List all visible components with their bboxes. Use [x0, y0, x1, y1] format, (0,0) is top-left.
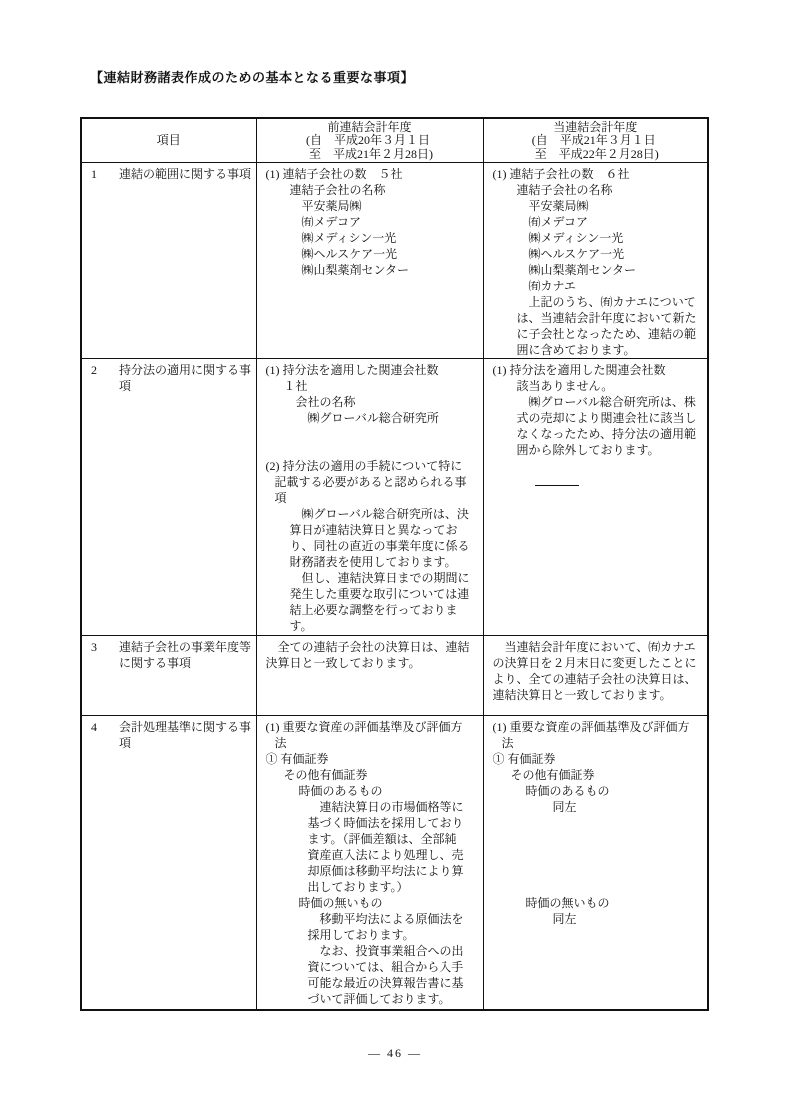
cell-line: り、同社の直近の事業年度に係る [289, 539, 470, 553]
curr-year-dates [532, 134, 659, 161]
cell-line: 出しております。） [307, 880, 409, 894]
item-row-layout [91, 166, 252, 182]
cell-line: ㈱グローバル総合研究所は、株 [528, 395, 696, 409]
cell-line: 全ての連結子会社の決算日は、連結 [277, 640, 470, 654]
cell-line: ます。（評価差額は、全部純 [307, 832, 457, 846]
table-body [81, 163, 708, 1011]
prev-year-dates [306, 134, 433, 161]
cell-line: 結上必要な調整を行っておりま [289, 603, 458, 617]
cell-line: 当連結会計年度において、㈲カナエ [504, 640, 696, 654]
cell-line: 発生した重要な取引については連 [289, 587, 470, 601]
cell-line: その他有価証券 [283, 768, 368, 782]
cell-line: 時価のあるもの [525, 784, 610, 798]
prev-year-cell [256, 716, 483, 1011]
financial-notes-table [80, 117, 709, 1011]
cell-line: 平安薬局㈱ [528, 199, 589, 213]
cell-line: ㈱ヘルスケア一光 [528, 247, 625, 261]
cell-line: ㈱ヘルスケア一光 [301, 247, 398, 261]
cell-line: 囲に含めております。 [516, 343, 636, 357]
table-row [81, 359, 708, 636]
cell-line: ㈱グローバル総合研究所は、決 [301, 507, 469, 521]
page-number: ― 46 ― [368, 1046, 422, 1060]
header-curr-year [483, 118, 708, 163]
cell-line: 可能な最近の決算報告書に基 [307, 976, 464, 990]
item-cell [81, 359, 256, 636]
cell-line: ① 有価証券 [492, 752, 556, 766]
cell-line: 移動平均法による原価法を [319, 912, 464, 926]
cell-line: (1) 連結子会社の数 ５社 [265, 167, 403, 181]
cell-line: 連結決算日の市場価格等に [319, 800, 464, 814]
row-item-label: 会計処理基準に関する事項 [119, 720, 252, 750]
prev-year-title: 前連結会計年度 [327, 120, 412, 134]
blank-line [493, 815, 702, 831]
blank-line [493, 879, 702, 895]
blank-line [493, 847, 702, 863]
table-row [81, 716, 708, 1011]
cell-line: は、当連結会計年度において新た [516, 311, 697, 325]
prev-year-cell [256, 359, 483, 636]
row-number: 2 [91, 363, 97, 377]
cell-line: 決算日と一致しております。 [265, 656, 421, 670]
curr-year-title: 当連結会計年度 [553, 120, 638, 134]
blank-line [493, 831, 702, 847]
cell-line: その他有価証券 [510, 768, 595, 782]
cell-line: 項 [274, 491, 287, 505]
cell-line: 時価のあるもの [298, 784, 383, 798]
none-rule [493, 474, 702, 490]
cell-line: づいて評価しております。 [307, 992, 451, 1006]
blank-line [266, 442, 477, 458]
item-cell [81, 163, 256, 359]
item-cell [81, 716, 256, 1011]
cell-line: 法 [274, 736, 287, 750]
curr-year-cell [483, 636, 708, 716]
item-row-layout [91, 719, 252, 751]
cell-line: 同左 [552, 912, 577, 926]
blank-line [493, 863, 702, 879]
cell-line: ㈲メデコア [528, 215, 589, 229]
cell-line: 法 [501, 736, 514, 750]
cell-line: ㈱グローバル総合研究所 [307, 411, 439, 425]
curr-year-from: (自 平成21年３月１日 [531, 133, 656, 147]
cell-line: 同左 [552, 800, 577, 814]
item-row-layout [91, 362, 252, 394]
table-row [81, 636, 708, 716]
cell-line: ㈱メディシン一光 [528, 231, 624, 245]
curr-year-cell [483, 163, 708, 359]
cell-line: １社 [283, 379, 308, 393]
cell-line: ㈱山梨薬剤センター [528, 263, 637, 277]
cell-line: 算日が連結決算日と異なってお [289, 523, 458, 537]
cell-line: ㈱メディシン一光 [301, 231, 397, 245]
cell-line: 上記のうち、㈲カナエについて [528, 295, 696, 309]
row-number: 4 [91, 720, 97, 734]
prev-year-cell [256, 636, 483, 716]
cell-line: (1) 重要な資産の評価基準及び評価方 [265, 720, 463, 734]
row-number: 3 [91, 640, 97, 654]
row-item-label: 持分法の適用に関する事項 [119, 363, 252, 393]
cell-line: なくなったため、持分法の適用範 [516, 427, 697, 441]
cell-line: 連結決算日と一致しております。 [492, 688, 672, 702]
cell-line: 会社の名称 [295, 395, 356, 409]
cell-line: (1) 持分法を適用した関連会社数 [492, 363, 666, 377]
cell-line: 但し、連結決算日までの期間に [301, 571, 470, 585]
cell-line: 囲から除外しております。 [516, 443, 660, 457]
cell-line: 資については、組合から入手 [307, 960, 464, 974]
curr-year-to: 至 平成22年２月28日) [531, 146, 659, 161]
cell-line: 資産直入法により処理し、売 [307, 848, 464, 862]
header-item-label: 項目 [156, 132, 181, 147]
cell-line: より、全ての連結子会社の決算日は、 [492, 672, 697, 686]
row-number: 1 [91, 167, 97, 181]
table-row [81, 163, 708, 359]
item-row-layout [91, 639, 252, 671]
cell-line: 基づく時価法を採用しており [307, 816, 464, 830]
cell-line: (1) 持分法を適用した関連会社数 [265, 363, 439, 377]
prev-year-cell [256, 163, 483, 359]
prev-year-from: (自 平成20年３月１日 [306, 133, 430, 147]
cell-line: ㈲メデコア [301, 215, 362, 229]
row-item-label: 連結の範囲に関する事項 [119, 167, 252, 181]
blank-line [266, 426, 477, 442]
cell-line: 式の売却により関連会社に該当し [516, 411, 697, 425]
cell-line: (2) 持分法の適用の手続について特に [265, 459, 463, 473]
cell-line: に子会社となったため、連結の範 [516, 327, 697, 341]
cell-line: 時価の無いもの [298, 896, 383, 910]
header-prev-year [256, 118, 483, 163]
cell-line: 財務諸表を使用しております。 [289, 555, 457, 569]
item-cell [81, 636, 256, 716]
cell-line: 平安薬局㈱ [301, 199, 362, 213]
row-item-label: 連結子会社の事業年度等に関する事項 [119, 640, 252, 670]
table-header [81, 118, 708, 163]
cell-line: の決算日を２月末日に変更したことに [492, 656, 697, 670]
cell-line: なお、投資事業組合への出 [319, 944, 464, 958]
cell-line: 却原価は移動平均法により算 [307, 864, 464, 878]
cell-line: ㈲カナエ [528, 279, 577, 293]
section-title: 【連結財務諸表作成のための基本となる重要な事項】 [90, 70, 415, 85]
cell-line: (1) 連結子会社の数 ６社 [492, 167, 630, 181]
blank-line [493, 458, 702, 474]
cell-line: ① 有価証券 [265, 752, 329, 766]
cell-line: 連結子会社の名称 [516, 183, 613, 197]
curr-year-cell [483, 359, 708, 636]
cell-line: (1) 重要な資産の評価基準及び評価方 [492, 720, 690, 734]
cell-line: 採用しております。 [307, 928, 415, 942]
prev-year-to: 至 平成21年２月28日) [306, 146, 433, 161]
cell-line: 連結子会社の名称 [289, 183, 386, 197]
curr-year-cell [483, 716, 708, 1011]
cell-line: 記載する必要があると認められる事 [274, 475, 467, 489]
cell-line: す。 [289, 619, 313, 633]
cell-line: 時価の無いもの [525, 896, 610, 910]
cell-line: 該当ありません。 [516, 379, 614, 393]
header-item [81, 118, 256, 163]
cell-line: ㈱山梨薬剤センター [301, 263, 410, 277]
horizontal-dash [535, 474, 579, 486]
header-row [81, 118, 708, 163]
